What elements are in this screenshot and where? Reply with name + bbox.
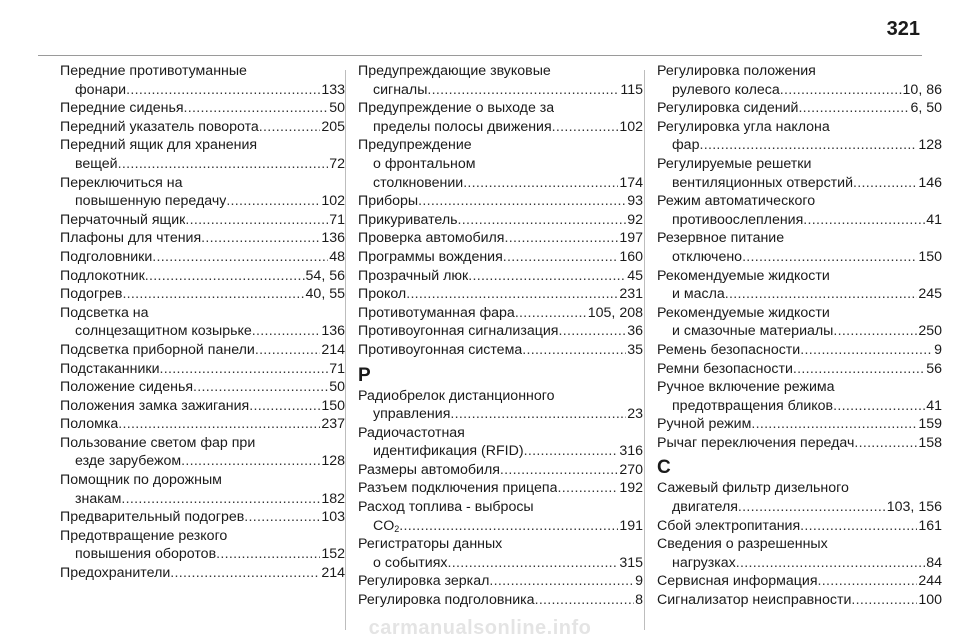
page-reference[interactable]: 316 [619, 443, 643, 460]
entry-term: Положения замка зажигания [60, 397, 250, 414]
header-rule [38, 55, 922, 56]
index-entry[interactable] [60, 136, 345, 173]
entry-term: Ремень безопасности [657, 341, 801, 358]
index-entry[interactable] [60, 62, 345, 99]
index-entry[interactable] [358, 591, 643, 610]
dot-leader [503, 248, 619, 267]
page-reference[interactable]: 174 [619, 174, 643, 191]
entry-term: Рекомендуемые жидкости [657, 304, 830, 321]
entry-term: Пользование светом фар при [60, 434, 256, 451]
index-column-1 [60, 62, 345, 583]
index-entry[interactable] [358, 211, 643, 230]
entry-term: вещей [75, 155, 118, 172]
page-reference[interactable]: 136 [321, 230, 345, 247]
dot-leader [833, 397, 925, 416]
entry-term: Сбой электропитания [657, 517, 801, 534]
page-reference[interactable]: 105, 208 [587, 304, 643, 321]
dot-leader [699, 136, 917, 155]
index-entry[interactable] [60, 360, 345, 379]
entry-term: Регулировка угла наклона [657, 118, 830, 135]
entry-term: Расход топлива - выбросы [358, 499, 534, 516]
index-entry[interactable] [657, 62, 942, 99]
entry-term: Рекомендуемые жидкости [657, 267, 830, 284]
entry-term: сигналы [373, 81, 428, 98]
index-entry[interactable] [657, 479, 942, 516]
index-entry[interactable] [358, 248, 643, 267]
index-entry[interactable] [358, 192, 643, 211]
index-column-3 [657, 62, 942, 610]
index-entry[interactable] [60, 508, 345, 527]
dot-leader [780, 81, 902, 100]
index-entry[interactable] [60, 118, 345, 137]
entry-term: Плафоны для чтения [60, 230, 202, 247]
index-entry[interactable] [358, 572, 643, 591]
dot-leader [800, 341, 933, 360]
entry-term: Предупреждающие звуковые [358, 63, 551, 79]
entry-term: Сажевый фильтр дизельного [657, 480, 849, 497]
entry-term: повышения оборотов [75, 546, 217, 563]
entry-term: Положение сиденья [60, 379, 194, 396]
dot-leader [121, 490, 320, 509]
index-entry[interactable] [60, 174, 345, 211]
column-divider [644, 70, 645, 630]
dot-leader [500, 461, 618, 480]
index-entry[interactable] [60, 527, 345, 564]
dot-leader [524, 442, 619, 461]
dot-leader [255, 341, 321, 360]
index-entry[interactable] [358, 267, 643, 286]
index-entry[interactable] [657, 229, 942, 266]
section-letter: Р [358, 364, 371, 386]
index-entry[interactable] [60, 397, 345, 416]
index-entry[interactable] [657, 192, 942, 229]
entry-term: Регулировка подголовника [358, 592, 535, 609]
entry-term: Поломка [60, 416, 119, 433]
entry-term: Радиочастотная [358, 424, 465, 441]
dot-leader [418, 192, 626, 211]
entry-term: Рычаг переключения передач [657, 434, 855, 451]
index-entry[interactable] [657, 535, 942, 572]
entry-term: Сервисная информация [657, 573, 818, 590]
entry-term: Подголовники [60, 248, 153, 265]
page-reference[interactable]: 93 [627, 193, 643, 210]
page-reference[interactable]: 192 [619, 480, 643, 497]
entry-term: двигателя [672, 499, 738, 516]
dot-leader [448, 554, 619, 573]
column-divider [345, 70, 346, 630]
index-entry[interactable] [657, 304, 942, 341]
page-reference[interactable]: 56 [926, 360, 942, 377]
dot-leader [803, 211, 925, 230]
page-reference[interactable]: 146 [918, 174, 942, 191]
subscript: 2 [394, 523, 400, 534]
entry-term: Регулируемые решетки [657, 155, 812, 172]
dot-leader [145, 267, 305, 286]
page-reference[interactable]: 103 [321, 509, 345, 526]
dot-leader [751, 415, 917, 434]
entry-term: Регулировка зеркал [358, 573, 490, 590]
entry-term: Прозрачный люк [358, 267, 469, 284]
index-entry[interactable] [60, 415, 345, 434]
dot-leader [853, 174, 917, 193]
entry-term: нагрузках [672, 554, 736, 571]
page-reference[interactable]: 205 [321, 118, 345, 135]
entry-term: $CO_2$ [373, 517, 400, 534]
entry-term: Подлокотник [60, 267, 145, 284]
index-entry[interactable] [657, 572, 942, 591]
entry-term: Передний ящик для хранения [60, 137, 258, 154]
index-entry[interactable] [358, 322, 643, 341]
dot-leader [742, 248, 917, 267]
page-reference[interactable]: 23 [627, 406, 643, 423]
dot-leader [126, 81, 320, 100]
dot-leader [489, 572, 634, 591]
page-reference[interactable]: 315 [619, 554, 643, 571]
page-reference[interactable]: 128 [918, 137, 942, 154]
entry-term: отключено [672, 248, 743, 265]
dot-leader [249, 397, 320, 416]
page-reference[interactable]: 237 [321, 416, 345, 433]
entry-term: Регулировка сидений [657, 100, 799, 117]
entry-term: управления [373, 406, 451, 423]
page-reference[interactable]: 50 [329, 379, 345, 396]
dot-leader [798, 99, 909, 118]
index-entry[interactable] [358, 461, 643, 480]
dot-leader [226, 192, 320, 211]
entry-term: Противоугонная система [358, 341, 523, 358]
entry-term: пределы полосы движения [373, 118, 552, 135]
index-column-2 [358, 62, 643, 610]
index-entry[interactable] [60, 564, 345, 583]
index-entry[interactable] [60, 267, 345, 286]
page-reference[interactable]: 214 [321, 565, 345, 582]
index-entry[interactable] [358, 304, 643, 323]
entry-term: Предотвращение резкого [60, 527, 228, 544]
dot-leader [793, 360, 925, 379]
dot-leader [535, 591, 635, 610]
entry-term: о фронтальном [373, 155, 476, 172]
page-reference[interactable]: 50 [329, 100, 345, 117]
dot-leader [800, 517, 917, 536]
entry-term: противоослепления [672, 211, 804, 228]
entry-term: Сигнализатор неисправности [657, 592, 852, 609]
dot-leader [184, 99, 329, 118]
dot-leader [738, 498, 886, 517]
dot-leader [463, 174, 618, 193]
entry-term: знакам [75, 490, 122, 507]
entry-term: Режим автоматического [657, 193, 816, 210]
entry-term: и масла [672, 286, 725, 303]
page-number: 321 [886, 18, 920, 40]
entry-term: Ручное включение режима [657, 379, 835, 396]
dot-leader [851, 591, 917, 610]
index-entry[interactable] [657, 267, 942, 304]
page-reference[interactable]: 10, 86 [902, 81, 942, 98]
page-reference[interactable]: 45 [627, 267, 643, 284]
entry-term: Резервное питание [657, 230, 785, 247]
dot-leader [152, 248, 328, 267]
entry-term: Передние сиденья [60, 100, 184, 117]
index-entry[interactable] [358, 285, 643, 304]
entry-term: идентификация (RFID) [373, 443, 524, 460]
page-reference[interactable]: 250 [918, 323, 942, 340]
page-reference[interactable]: 133 [321, 81, 345, 98]
index-entry[interactable] [60, 99, 345, 118]
entry-term: Подсветка приборной панели [60, 341, 255, 358]
index-entry[interactable] [657, 155, 942, 192]
dot-leader [185, 211, 328, 230]
dot-leader [725, 285, 918, 304]
entry-term: Радиобрелок дистанционного [358, 387, 555, 404]
page-reference[interactable]: 102 [321, 193, 345, 210]
page-reference[interactable]: 54, 56 [305, 267, 345, 284]
entry-term: предотвращения бликов [672, 397, 834, 414]
watermark: carmanualsonline.info [368, 617, 592, 639]
page-reference[interactable]: 159 [918, 416, 942, 433]
page-reference[interactable]: 9 [635, 573, 643, 590]
dot-leader [458, 211, 627, 230]
index-entry[interactable] [657, 591, 942, 610]
dot-leader [181, 452, 320, 471]
page-reference[interactable]: 6, 50 [910, 100, 942, 117]
index-entry[interactable] [657, 99, 942, 118]
index-entry[interactable] [60, 211, 345, 230]
dot-leader [259, 118, 321, 137]
index-entry[interactable] [358, 424, 643, 461]
dot-leader [427, 81, 619, 100]
entry-term: повышенную передачу [75, 193, 227, 210]
index-entry[interactable] [60, 378, 345, 397]
index-entry[interactable] [657, 360, 942, 379]
page-reference[interactable]: 150 [321, 397, 345, 414]
dot-leader [170, 564, 320, 583]
entry-term: Прокол [358, 286, 407, 303]
entry-term: езде зарубежом [75, 453, 182, 470]
dot-leader [399, 517, 618, 536]
page-reference[interactable]: 36 [627, 323, 643, 340]
dot-leader [118, 155, 329, 174]
entry-term: Предупреждение [358, 137, 472, 154]
index-entry[interactable] [60, 285, 345, 304]
index-entry[interactable] [358, 498, 643, 535]
entry-term: рулевого колеса [672, 81, 780, 98]
entry-term: Сведения о разрешенных [657, 536, 828, 553]
dot-leader [505, 229, 619, 248]
entry-term: Подсветка на [60, 304, 149, 321]
page-reference[interactable]: 115 [620, 81, 643, 98]
dot-leader [122, 285, 304, 304]
dot-leader [557, 479, 618, 498]
dot-leader [244, 508, 320, 527]
page-reference[interactable]: 136 [321, 323, 345, 340]
section-letter: С [657, 457, 671, 479]
entry-term: Программы вождения [358, 248, 503, 265]
page-reference[interactable]: 92 [627, 211, 643, 228]
entry-term: Перчаточный ящик [60, 211, 186, 228]
index-entry[interactable] [358, 387, 643, 424]
entry-term: Помощник по дорожным [60, 472, 222, 489]
page-reference[interactable]: 244 [918, 573, 942, 590]
page-reference[interactable]: 41 [926, 397, 942, 414]
entry-term: Противотуманная фара [358, 304, 515, 321]
entry-term: о событиях [373, 554, 448, 571]
index-entry[interactable] [358, 99, 643, 136]
dot-leader [193, 378, 328, 397]
page-reference[interactable]: 71 [329, 211, 345, 228]
dot-leader [118, 415, 320, 434]
dot-leader [515, 304, 587, 323]
entry-term: Противоугонная сигнализация [358, 323, 559, 340]
entry-term: Передние противотуманные [60, 63, 247, 79]
index-entry[interactable] [657, 378, 942, 415]
dot-leader [818, 572, 918, 591]
entry-term: Подогрев [60, 286, 123, 303]
page-reference[interactable]: 100 [918, 592, 942, 609]
dot-leader [522, 341, 626, 360]
index-entry[interactable] [358, 341, 643, 360]
index-entry[interactable] [60, 341, 345, 360]
entry-term: Проверка автомобиля [358, 230, 505, 247]
page-reference[interactable]: 161 [918, 517, 942, 534]
entry-term: и смазочные материалы [672, 323, 834, 340]
page-reference[interactable]: 84 [926, 554, 942, 571]
index-entry[interactable] [60, 248, 345, 267]
entry-term: Ручной режим [657, 416, 752, 433]
entry-term: Регистраторы данных [358, 536, 503, 553]
page-reference[interactable]: 182 [321, 490, 345, 507]
index-entry[interactable] [358, 535, 643, 572]
page-reference[interactable]: 197 [619, 230, 643, 247]
entry-term: Прикуриватель [358, 211, 458, 228]
page-reference[interactable]: 191 [619, 517, 643, 534]
dot-leader [252, 322, 321, 341]
page-reference[interactable]: 214 [321, 341, 345, 358]
entry-term: солнцезащитном козырьке [75, 323, 252, 340]
index-entry[interactable] [657, 415, 942, 434]
dot-leader [216, 545, 320, 564]
dot-leader [450, 405, 626, 424]
entry-term: Предупреждение о выходе за [358, 100, 555, 117]
entry-term: Приборы [358, 193, 419, 210]
page-reference[interactable]: 150 [918, 248, 942, 265]
page-reference[interactable]: 9 [934, 341, 942, 358]
entry-term: Размеры автомобиля [358, 461, 500, 478]
index-entry[interactable] [657, 341, 942, 360]
page-reference[interactable]: 128 [321, 453, 345, 470]
index-entry[interactable] [358, 479, 643, 498]
dot-leader [468, 267, 626, 286]
page-reference[interactable]: 8 [635, 592, 643, 609]
entry-term: Переключиться на [60, 174, 183, 191]
index-entry[interactable] [657, 118, 942, 155]
dot-leader [736, 554, 925, 573]
page-reference[interactable]: 102 [619, 118, 643, 135]
page-reference[interactable]: 158 [918, 434, 942, 451]
page-reference[interactable]: 270 [619, 461, 643, 478]
index-entry[interactable] [358, 229, 643, 248]
index-entry[interactable] [60, 229, 345, 248]
page-reference[interactable]: 41 [926, 211, 942, 228]
page-reference[interactable]: 103, 156 [886, 499, 942, 516]
index-entry[interactable] [358, 136, 643, 192]
page-reference[interactable]: 72 [329, 155, 345, 172]
dot-leader [160, 360, 329, 379]
index-entry[interactable] [60, 304, 345, 341]
index-entry[interactable] [358, 62, 643, 99]
entry-term: Регулировка положения [657, 63, 816, 79]
dot-leader [833, 322, 917, 341]
index-entry[interactable] [60, 434, 345, 471]
dot-leader [854, 434, 917, 453]
entry-term: Ремни безопасности [657, 360, 793, 377]
page-reference[interactable]: 48 [329, 248, 345, 265]
page-reference[interactable]: 245 [918, 286, 942, 303]
dot-leader [552, 118, 619, 137]
entry-term: Предварительный подогрев [60, 509, 245, 526]
dot-leader [406, 285, 618, 304]
entry-term: Разъем подключения прицепа [358, 480, 558, 497]
dot-leader [201, 229, 320, 248]
entry-term: вентиляционных отверстий [672, 174, 854, 191]
entry-term: Подстаканники [60, 360, 160, 377]
page-reference[interactable]: 231 [619, 286, 643, 303]
dot-leader [558, 322, 626, 341]
entry-term: фонари [75, 81, 127, 98]
page-reference[interactable]: 160 [619, 248, 643, 265]
page-reference[interactable]: 35 [627, 341, 643, 358]
index-entry[interactable] [60, 471, 345, 508]
page-reference[interactable]: 71 [329, 360, 345, 377]
index-entry[interactable] [657, 517, 942, 536]
entry-term: Передний указатель поворота [60, 118, 259, 135]
index-entry[interactable] [657, 434, 942, 453]
page-reference[interactable]: 40, 55 [305, 286, 345, 303]
entry-term: столкновении [373, 174, 464, 191]
entry-term: Предохранители [60, 565, 171, 582]
page-reference[interactable]: 152 [321, 546, 345, 563]
entry-term: фар [672, 137, 700, 154]
